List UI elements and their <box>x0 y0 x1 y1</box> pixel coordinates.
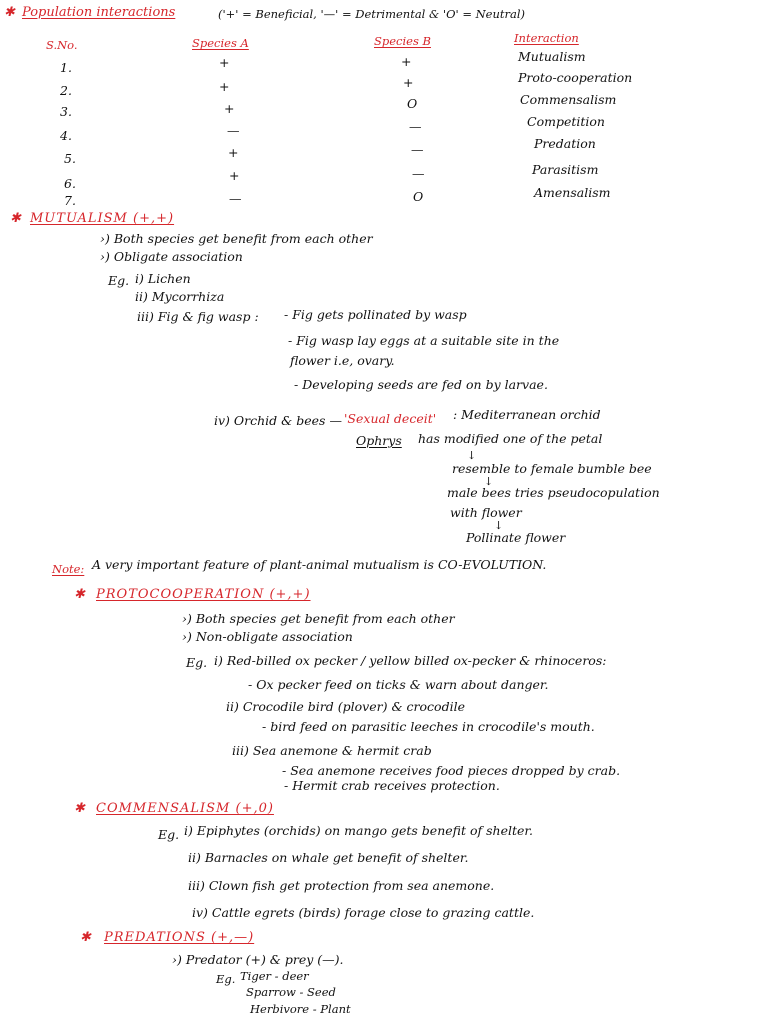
note-text: A very important feature of plant-animal mutualism is CO-EVOLUTION. <box>92 557 547 572</box>
col-header-sno: S.No. <box>46 38 78 52</box>
orchid-step: Pollinate flower <box>466 530 566 545</box>
predation-heading: PREDATIONS (+,—) <box>104 930 255 945</box>
example-item: i) Red-billed ox pecker / yellow billed ox-pecker & rhinoceros: <box>214 653 607 668</box>
page-title: Population interactions <box>22 5 176 20</box>
table-cell-a: + <box>229 168 240 183</box>
table-cell-a: + <box>224 101 235 116</box>
example-item: iii) Sea anemone & hermit crab <box>232 743 432 758</box>
example-note: - Ox pecker feed on ticks & warn about danger. <box>248 677 549 692</box>
example-item: Herbivore - Plant <box>250 1002 351 1016</box>
star-bullet: ✱ <box>80 930 91 945</box>
arrow-down-icon: ↓ <box>494 519 504 532</box>
example-note: - Hermit crab receives protection. <box>284 778 500 793</box>
orchid-step: resemble to female bumble bee <box>452 461 652 476</box>
star-bullet: ✱ <box>4 5 15 20</box>
table-cell-b: O <box>413 189 424 204</box>
table-cell-a: — <box>227 123 240 138</box>
fig-note: - Fig gets pollinated by wasp <box>284 307 467 322</box>
commensalism-heading: COMMENSALISM (+,0) <box>96 801 274 816</box>
orchid-example: iv) Orchid & bees — <box>214 413 342 428</box>
table-cell-a: + <box>219 55 230 70</box>
table-cell-interaction: Parasitism <box>532 162 599 177</box>
fig-note: flower i.e, ovary. <box>290 353 395 368</box>
table-cell-a: — <box>229 191 242 206</box>
table-cell-b: — <box>412 166 425 181</box>
symbol-legend: ('+' = Beneficial, '—' = Detrimental & 'O' = Neutral) <box>218 7 526 21</box>
fig-note: - Developing seeds are fed on by larvae. <box>294 377 548 392</box>
example-label: Eg. <box>108 273 130 288</box>
orchid-step: male bees tries pseudocopulation <box>447 485 660 500</box>
example-item: Tiger - deer <box>240 969 309 983</box>
table-cell-sno: 5. <box>64 151 76 166</box>
col-header-species-b: Species B <box>374 34 431 48</box>
arrow-down-icon: ↓ <box>484 475 494 488</box>
example-item: i) Epiphytes (orchids) on mango gets benefit of shelter. <box>184 823 533 838</box>
fig-note: - Fig wasp lay eggs at a suitable site in the <box>288 333 560 348</box>
mutualism-heading: MUTUALISM (+,+) <box>30 211 175 226</box>
table-cell-interaction: Predation <box>534 136 596 151</box>
arrow-down-icon: ↓ <box>467 449 477 462</box>
table-cell-b: — <box>409 119 422 134</box>
example-item: i) Lichen <box>135 271 191 286</box>
table-cell-sno: 7. <box>64 193 76 208</box>
table-cell-sno: 2. <box>60 83 72 98</box>
table-cell-interaction: Commensalism <box>520 92 617 107</box>
example-label: Eg. <box>216 972 236 986</box>
example-label: Eg. <box>158 827 180 842</box>
example-item: Sparrow - Seed <box>246 985 336 999</box>
table-cell-sno: 3. <box>60 104 72 119</box>
example-item: ii) Mycorrhiza <box>135 289 225 304</box>
table-cell-sno: 6. <box>64 176 76 191</box>
example-note: - bird feed on parasitic leeches in crocodile's mouth. <box>262 719 595 734</box>
table-cell-b: + <box>403 75 414 90</box>
col-header-species-a: Species A <box>192 36 249 50</box>
star-bullet: ✱ <box>74 587 85 602</box>
table-cell-interaction: Mutualism <box>518 49 586 64</box>
table-cell-sno: 4. <box>60 128 72 143</box>
table-cell-b: O <box>407 96 418 111</box>
table-cell-interaction: Proto-cooperation <box>518 70 633 85</box>
note-label: Note: <box>52 562 85 576</box>
orchid-description: has modified one of the petal <box>418 431 603 446</box>
protocooperation-point: ›) Both species get benefit from each other <box>182 611 455 626</box>
table-cell-a: + <box>219 79 230 94</box>
table-cell-a: + <box>228 145 239 160</box>
orchid-step: with flower <box>450 505 522 520</box>
predation-point: ›) Predator (+) & prey (—). <box>172 952 344 967</box>
table-cell-interaction: Competition <box>527 114 605 129</box>
example-note: - Sea anemone receives food pieces dropped by crab. <box>282 763 621 778</box>
star-bullet: ✱ <box>10 211 21 226</box>
example-item: iii) Fig & fig wasp : <box>137 309 259 324</box>
protocooperation-point: ›) Non-obligate association <box>182 629 353 644</box>
orchid-description: : Mediterranean orchid <box>453 407 601 422</box>
example-item: ii) Crocodile bird (plover) & crocodile <box>226 699 465 714</box>
protocooperation-heading: PROTOCOOPERATION (+,+) <box>96 587 311 602</box>
mutualism-point: ›) Obligate association <box>100 249 243 264</box>
table-cell-interaction: Amensalism <box>534 185 611 200</box>
example-item: iv) Cattle egrets (birds) forage close to grazing cattle. <box>192 905 535 920</box>
ophrys-name: Ophrys <box>356 433 402 448</box>
col-header-interaction: Interaction <box>514 31 579 45</box>
mutualism-point: ›) Both species get benefit from each other <box>100 231 373 246</box>
example-label: Eg. <box>186 655 208 670</box>
star-bullet: ✱ <box>74 801 85 816</box>
sexual-deceit-label: 'Sexual deceit' <box>344 411 437 426</box>
example-item: ii) Barnacles on whale get benefit of shelter. <box>188 850 469 865</box>
table-cell-b: — <box>411 142 424 157</box>
table-cell-b: + <box>401 54 412 69</box>
table-cell-sno: 1. <box>60 60 72 75</box>
example-item: iii) Clown fish get protection from sea anemone. <box>188 878 495 893</box>
